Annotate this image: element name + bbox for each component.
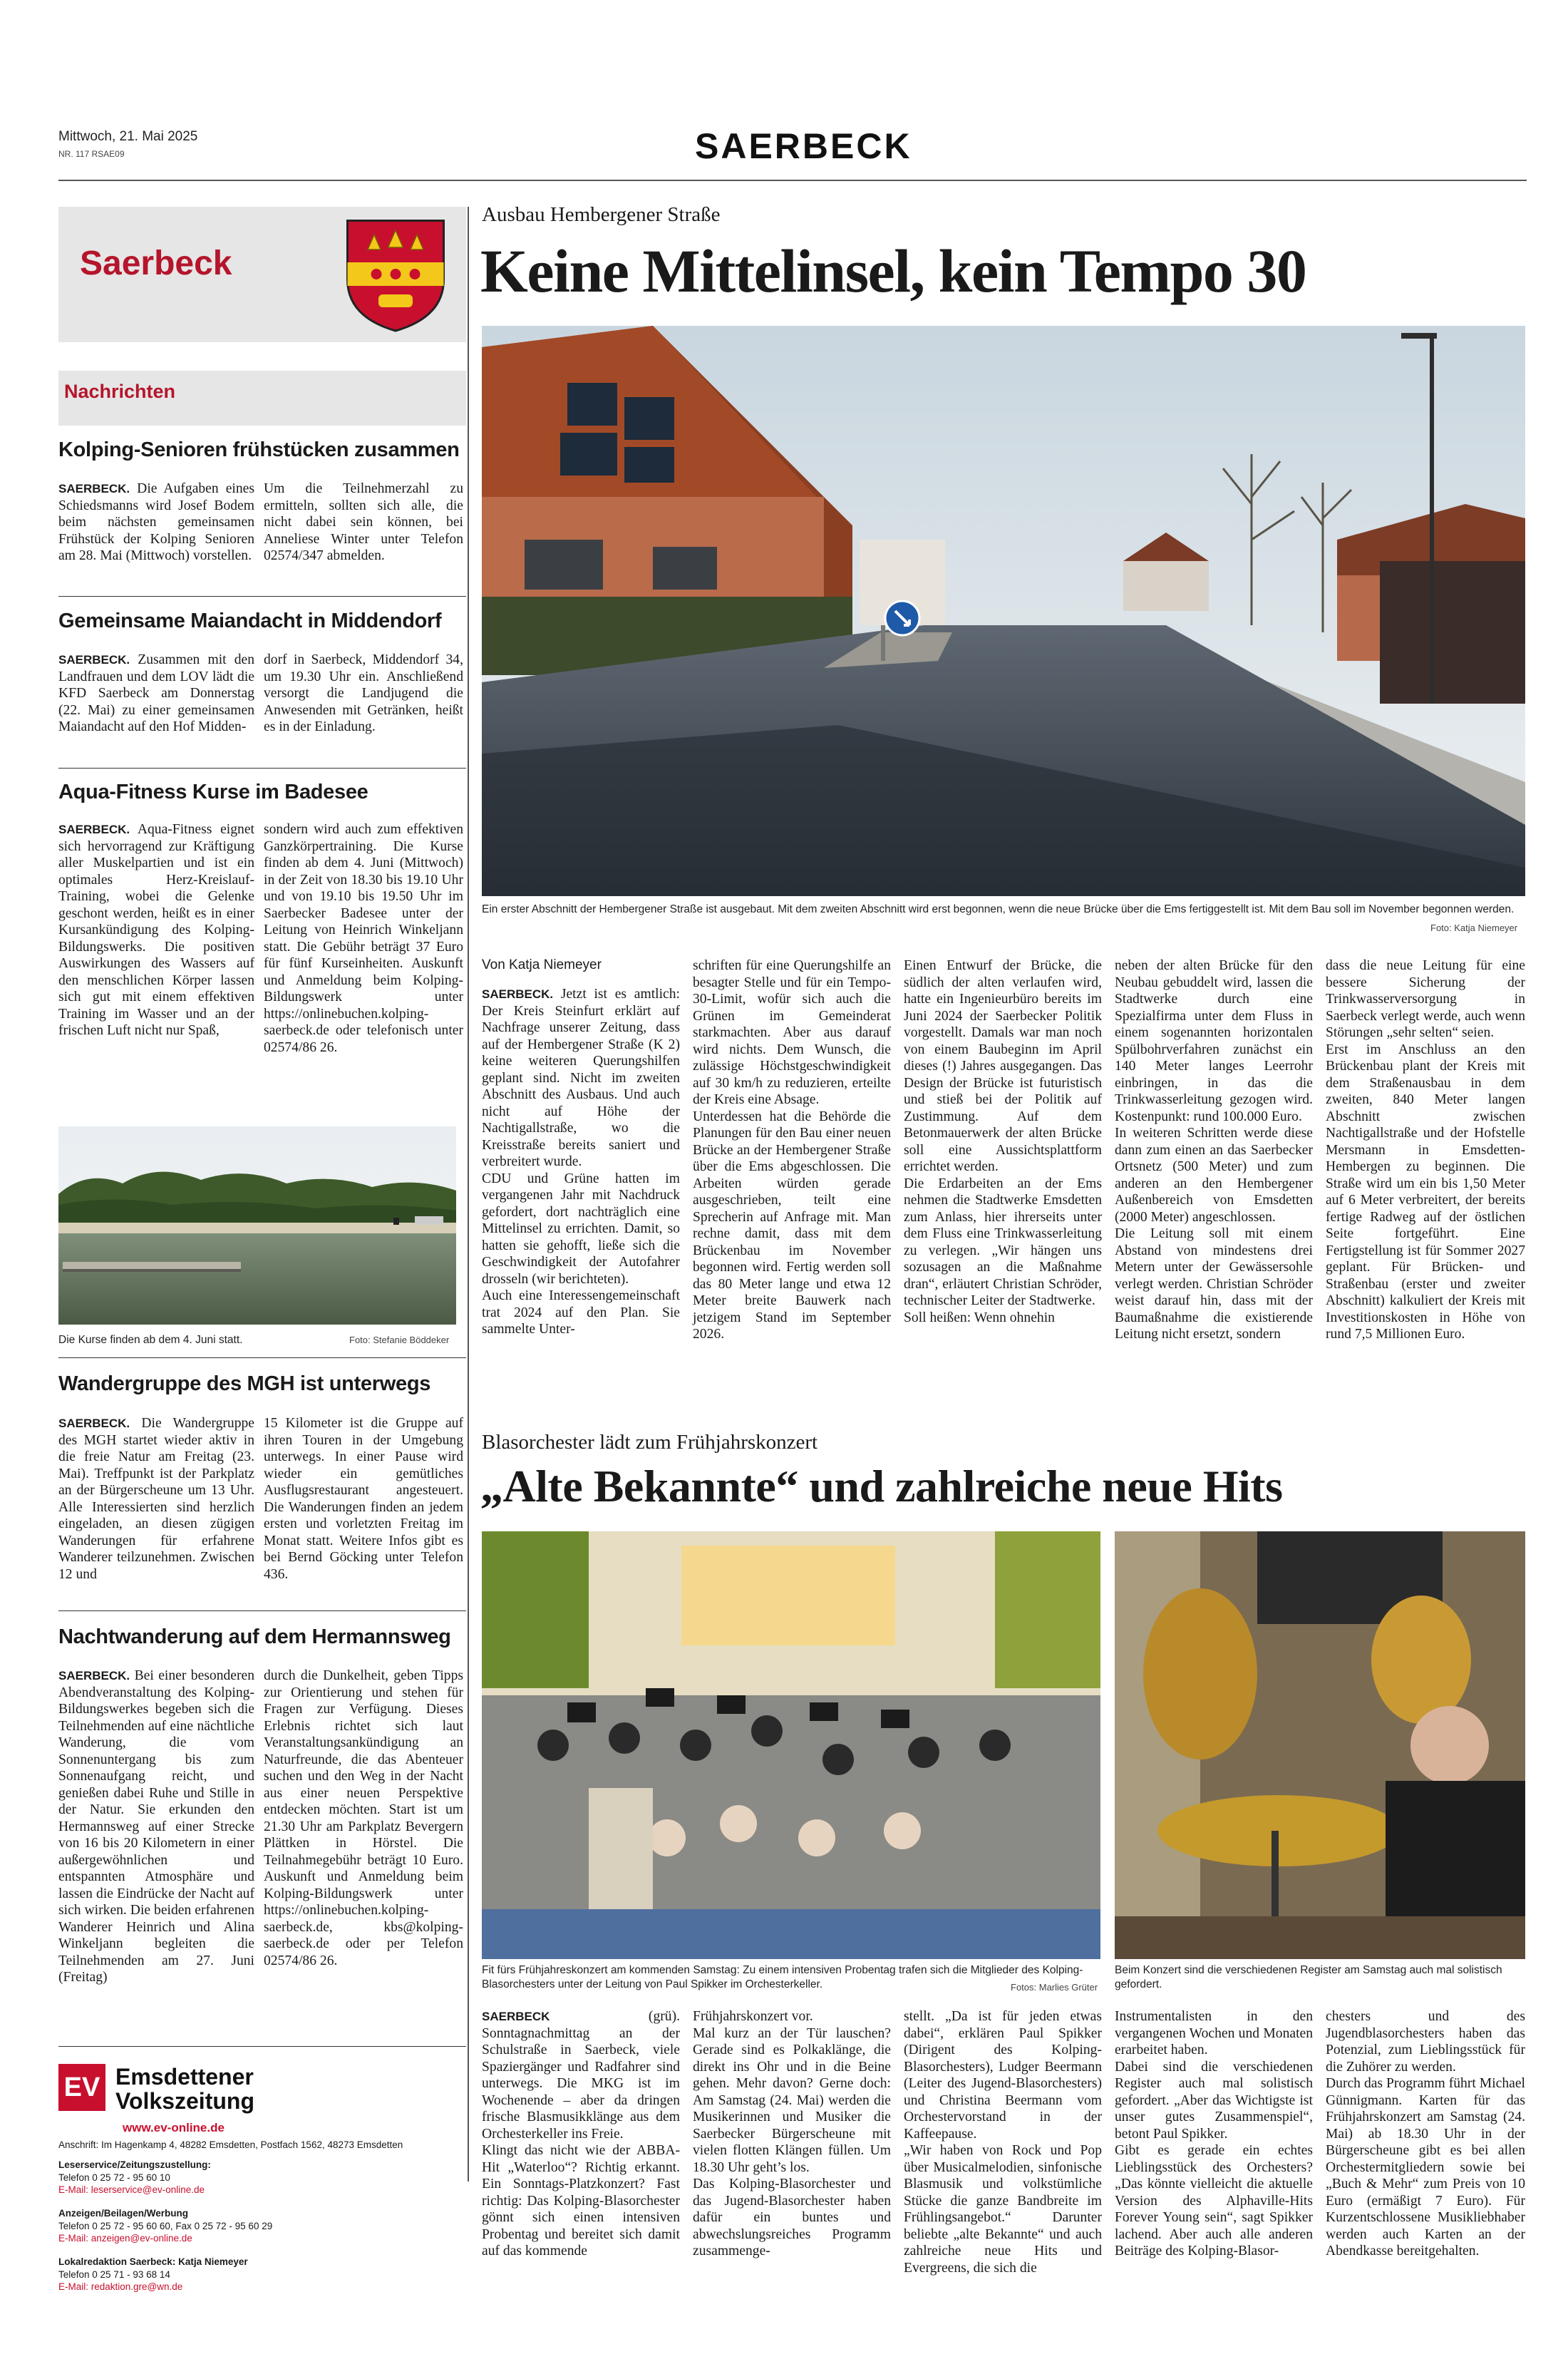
brand-name-2: Volkszeitung [115, 2088, 254, 2114]
news-title: Wandergruppe des MGH ist unterwegs [58, 1372, 431, 1395]
divider [58, 1357, 466, 1358]
article1-col-3 [904, 957, 1102, 1326]
article1-credit: Foto: Katja Niemeyer [1430, 923, 1518, 933]
street-photo [482, 326, 1525, 896]
article-text: schriften für eine Querungshilfe an besagter Stelle und für ein Tempo-30-Limit, wofür sich auch die Grünen im Gemeinderat starkmachten. Aber aus darauf wird nichts. Dem Wunsch, die zulässige Höchstgeschwindigkeit auf 30 km/h zu reduzieren, erteilte der Kreis eine Absage. Unterdessen hat die Behörde die Planungen für den Bau einer neuen Brücke an der Hembergener Straße über die Ems abgeschlossen. Die Arbeiten würden gerade ausgeschrieben, teilt eine Sprecherin auf Anfrage mit. Man rechne damit, dass mit dem Brückenbau im November begonnen wird. Fertig werden soll das 80 Meter lange und etwa 12 Meter breite Bauwerk nach jetzigem Stand im September 2026. [693, 958, 891, 1342]
orchestra-photo-image [482, 1531, 1100, 1959]
photo-caption: Die Kurse finden ab dem 4. Juni statt. [58, 1334, 243, 1346]
article-text: Frühjahrskonzert vor. Mal kurz an der Tür lauschen? Gerade sind es Polkaklänge, die direkt ins Ohr und in die Beine gehen. Mehr davon? Gerne doch: Am Samstag (24. Mai) werden die Musikerinnen und Musiker die Saerbecker Bürgerscheune mit vielen flotten Klängen füllen. Um 18.30 Uhr geht’s los. Das Kolping-Blasorchester und das Jugend-Blasorchester haben dafür ein buntes und abwechslungsreiches Programm zusammenge- [693, 2009, 891, 2259]
section-title: SAERBECK [695, 126, 912, 166]
article2-col-1 [482, 2008, 680, 2260]
article2-col-4 [1115, 2008, 1313, 2260]
street-photo-image [482, 326, 1525, 896]
block-line: Telefon 0 25 72 - 95 60 60, Fax 0 25 72 - 95 60 29 [58, 2220, 273, 2231]
block-head: Lokalredaktion Saerbeck: Katja Niemeyer [58, 2256, 248, 2267]
brand-block [58, 2256, 465, 2293]
brand-block [58, 2207, 465, 2245]
brand-url[interactable]: www.ev-online.de [123, 2121, 225, 2134]
block-head: Leserservice/Zeitungszustellung: [58, 2159, 211, 2170]
dateline: SAERBECK. [58, 1417, 130, 1430]
header-date: Mittwoch, 21. Mai 2025 [58, 129, 198, 144]
block-email[interactable]: E-Mail: leserservice@ev-online.de [58, 2184, 205, 2195]
block-head: Anzeigen/Beilagen/Werbung [58, 2208, 189, 2219]
article-text: Einen Entwurf der Brücke, die südlich der alten verlaufen wird, hatte ein Ingenieurbüro bereits im Juni 2024 der Saerbecker Politik vorgestellt. Damals war man noch von einem Baubeginn im April dieses (!) Jahres ausgegangen. Das Design der Brücke ist futuristisch und stieß bei der Politik auf Zustimmung. Auf dem Betonmauerwerk der alten Brücke soll eine Aussichtsplattform errichtet werden. Die Erdarbeiten an der Ems nehmen die Stadtwerke Emsdetten zum Anlass, hier ihrerseits unter dem Fluss eine Trinkwasserleitung zu verlegen. „Wir hängen uns sozusagen an die Maßnahme dran“, erläutert Christian Schröder, technischer Leiter der Stadtwerke. Soll heißen: Wenn ohnehin [904, 958, 1102, 1325]
article-text: chesters und des Jugendblasorchesters haben das Potenzial, zum Lieblingsstück für die Zuhörer zu werden. Durch das Programm führt Michael Günnigmann. Karten für das Frühjahrskonzert am Samstag (24. Mai) ab 18.30 Uhr in der Bürgerscheune gibt es bei allen Orchestermitgliedern sowie bei „Buch & Mehr“ zum Preis von 10 Euro (ermäßigt 7 Euro). Für Kurzentschlossene Musikliebhaber werden auch Karten an der Abendkasse bereitgehalten. [1326, 2009, 1525, 2259]
news-title: Aqua-Fitness Kurse im Badesee [58, 781, 368, 803]
news-text: dorf in Saerbeck, Middendorf 34, um 19.30 Uhr ein. Anschließend versorgt die Landjugend die Anwesenden mit Getränken, heißt es in der Einladung. [264, 652, 463, 734]
block-email[interactable]: E-Mail: anzeigen@ev-online.de [58, 2233, 192, 2244]
article-text: neben der alten Brücke für den Neubau gebuddelt wird, lassen die Stadtwerke durch eine Spezialfirma unter dem Fluss in einem sogenannten horizontalen Spülbohrverfahren zunächst ein 140 Meter langes Leerrohr einbringen, in das die Trinkwasserleitung gezogen wird. Kostenpunkt: rund 100.000 Euro. In weiteren Schritten werde diese dann zum einen an das Saerbecker Ortsnetz (500 Meter) und zum anderen an den Hembergener Außenbereich von Emsdetten (2000 Meter) angeschlossen. Die Leitung soll mit einem Abstand von mindestens drei Metern unter der Gewässersohle verlegt werden. Christian Schröder weist darauf hin, dass mit der Baumaßnahme die existierende Leitung nicht ersetzt, sondern [1115, 958, 1313, 1342]
article1-kicker: Ausbau Hembergener Straße [482, 203, 721, 226]
sidebar-town-box [58, 207, 466, 342]
brand-block [58, 2159, 465, 2196]
article2-col-2 [693, 2008, 891, 2260]
article1-col-2 [693, 957, 891, 1343]
news-text: Um die Teilnehmerzahl zu ermitteln, sollten sich alle, die nicht dabei sein können, bei Anneliese Winter unter Telefon 02574/347 abmelden. [264, 481, 463, 563]
dateline: SAERBECK. [482, 987, 554, 1001]
dateline: SAERBECK [482, 2010, 550, 2023]
article-text: Instrumentalisten in den vergangenen Wochen und Monaten erarbeitet haben. Dabei sind die verschiedenen Register auch mal solistisch gefordert. „Aber das Wichtigste ist unser gutes Zusammenspiel“, betont Paul Spikker. Gibt es gerade ein echtes Lieblingsstück des Orchesters? „Das könnte vielleicht die aktuelle Version des Alphaville-Hits Forever Young sein“, sagt Spikker lachend. Aber auch alle anderen Beiträge des Kolping-Blasor- [1115, 2009, 1313, 2259]
ev-logo: EV [58, 2064, 105, 2111]
article1-col-4 [1115, 957, 1313, 1343]
divider [58, 768, 466, 769]
news-text: durch die Dunkelheit, geben Tipps zur Orientierung und stehen für Fragen zur Verfügung. Dieses Erlebnis richtet sich laut Veranstaltungsankündigung an Naturfreunde, die das Abenteuer suchen und den Weg in der Nacht aus einer neuen Perspektive entdecken möchten. Start ist um 21.30 Uhr am Parkplatz Bevergern Plättken in Hörstel. Die Teilnahmegebühr beträgt 10 Euro. Auskunft und Anmeldung beim Kolping-Bildungswerk unter https://onlinebuchen.kolping-saerbeck.de, kbs@kolping-saerbeck.de oder per Telefon 02574/86 26. [264, 1668, 463, 1968]
news-col [264, 821, 463, 1056]
news-col [264, 652, 463, 736]
dateline: SAERBECK. [58, 653, 130, 667]
news-title: Gemeinsame Maiandacht in Middendorf [58, 610, 442, 632]
news-col [58, 652, 254, 736]
sidebar-town-name: Saerbeck [80, 245, 232, 282]
coat-of-arms-icon [342, 215, 449, 333]
news-text: Bei einer besonderen Abendveranstaltung des Kolping-Bildungswerkes begeben sich die Teilnehmenden auf eine nächtliche Wanderung, die vom Sonnenuntergang bis zum Sonnenaufgang reicht, und genießen dabei Ruhe und Stille in der Natur. Sie erkunden den Hermannsweg auf einer Strecke von 16 bis 20 Kilometern in einer außergewöhnlichen und entspannten Atmosphäre und lassen die Eindrücke der Nacht auf sich wirken. Die beiden erfahrenen Wanderer Heinrich und Alina Winkeljann begleiten die Teilnehmenden am 27. Juni (Freitag) [58, 1668, 255, 1985]
header-issue: NR. 117 RSAE09 [58, 149, 125, 159]
news-col [264, 1668, 463, 1969]
news-text: Die Aufgaben eines Schiedsmanns wird Josef Bodem beim nächsten gemeinsamen Frühstück der Kolping Senioren am 28. Mai (Mittwoch) vorstellen. [58, 481, 254, 563]
block-email[interactable]: E-Mail: redaktion.gre@wn.de [58, 2281, 183, 2292]
news-col [58, 1668, 254, 1986]
article-text: dass die neue Leitung für eine bessere Sicherung der Trinkwasserversorgung in Saerbeck verlegt werde, auch wenn Störungen „sehr selten“ seien. Erst im Anschluss an den Brückenbau plant der Kreis mit dem Straßenausbau in dem zweiten, 840 Meter langen Abschnitt zwischen Nachtigallstraße und der Hofstelle Mersmann in Emsdetten-Hembergen zu beginnen. Die Straße wird um ein bis 1,50 Meter auf 6 Meter verbreitert, der bereits fertige Radweg auf der östlichen Seite fortgeführt. Eine Fertigstellung ist für Sommer 2027 geplant. Für Brücken- und Straßenbau (erster und zweiter Abschnitt) kalkuliert der Kreis mit Investitionskosten in Höhe von rund 7,5 Millionen Euro. [1326, 958, 1525, 1342]
news-col [58, 1415, 254, 1583]
brand-address: Anschrift: Im Hagenkamp 4, 48282 Emsdetten, Postfach 1562, 48273 Emsdetten [58, 2139, 403, 2150]
article2-kicker: Blasorchester lädt zum Frühjahrskonzert [482, 1431, 818, 1454]
dateline: SAERBECK. [58, 823, 130, 836]
article1-caption: Ein erster Abschnitt der Hembergener Straße ist ausgebaut. Mit dem zweiten Abschnitt wird erst begonnen, wenn die neue Brücke über die Ems fertiggestellt ist. Mit dem Bau soll im November begonnen werden. [482, 903, 1515, 915]
article2-credit-1: Fotos: Marlies Grüter [1011, 1982, 1098, 1993]
header-rule [58, 180, 1527, 181]
lake-photo-image [58, 1126, 456, 1325]
news-text: Zusammen mit den Landfrauen und dem LOV lädt die KFD Saerbeck am Donnerstag (22. Mai) zu einer gemeinsamen Maiandacht auf den Hof Midden- [58, 652, 255, 734]
article-text: stellt. „Da ist für jeden etwas dabei“, erklären Paul Spikker (Dirigent des Kolping-Blasorchesters), Ludger Beermann (Leiter des Jugend-Blasorchesters) und Christina Beermann vom Orchestervorstand in der Kaffeepause. „Wir haben von Rock und Pop über Musicalmelodien, sinfonische Blasmusik und volkstümliche Stücke die ganze Bandbreite im Frühlingsangebot.“ Darunter beliebte „alte Bekannte“ und auch zahlreiche neue Hits und Evergreens, die sich die [904, 2009, 1102, 2276]
dateline: SAERBECK. [58, 1669, 130, 1682]
article1-headline: Keine Mittelinsel, kein Tempo 30 [480, 237, 1306, 305]
news-col [264, 481, 463, 565]
news-text: Die Wandergruppe des MGH startet wieder aktiv in die freie Natur am Freitag (23. Mai). Treffpunkt ist der Parkplatz an der Bürgerscheune um 13 Uhr. Alle Interessierten sind herzlich eingeladen, an diesen zügigen Wanderungen für erfahrene Wanderer teilzunehmen. Zwischen 12 und [58, 1416, 254, 1582]
article1-col-1 [482, 986, 680, 1338]
brass-photo-image [1115, 1531, 1525, 1959]
column-separator [468, 207, 469, 2182]
news-text: 15 Kilometer ist die Gruppe auf ihren Touren in der Umgebung unterwegs. In einer Pause wird wieder ein gemütliches Ausflugsrestaurant angesteuert. Die Wanderungen finden an jedem ersten und vorletzten Freitag im Monat statt. Weitere Infos gibt es bei Bernd Göcking unter Telefon 436. [264, 1416, 463, 1582]
article1-byline: Von Katja Niemeyer [482, 957, 602, 972]
divider [58, 1610, 466, 1611]
article2-headline: „Alte Bekannte“ und zahlreiche neue Hits [480, 1461, 1283, 1511]
news-title: Nachtwanderung auf dem Hermannsweg [58, 1625, 451, 1648]
article-text: Jetzt ist es amtlich: Der Kreis Steinfurt erklärt auf Nachfrage unserer Zeitung, dass auf der Hembergener Straße (K 2) keine weiteren Querungshilfen geplant sind. Nicht im zweiten Abschnitt des Ausbaus. Und auch nicht auf Höhe der Nachtigallstraße, wo die Kreisstraße bereits saniert und verbreitert wurde. CDU und Grüne hatten im vergangenen Jahr mit Nachdruck gefordert, dort nachträglich eine Mittelinsel zu errichten. Damit, so hatten sie gehofft, ließe sich die Geschwindigkeit der Autofahrer drosseln (wir berichteten). Auch eine Interessengemeinschaft trat 2024 auf den Plan. Sie sammelte Unter- [482, 987, 680, 1337]
article2-col-5 [1326, 2008, 1525, 2260]
divider [58, 2046, 466, 2047]
nachrichten-label: Nachrichten [64, 381, 176, 402]
brand-name-1: Emsdettener [115, 2064, 254, 2090]
news-col [58, 481, 254, 565]
news-col [264, 1415, 463, 1583]
nachrichten-bar [58, 371, 466, 426]
article2-caption-1: Fit fürs Frühjahreskonzert am kommenden Samstag: Zu einem intensiven Probentag trafen sich die Mitglieder des Kolping-Blasorchesters unter der Leitung von Paul Spikker im Orchesterkeller. [482, 1964, 1083, 1990]
news-text: sondern wird auch zum effektiven Ganzkörpertraining. Die Kurse finden ab dem 4. Juni (Mittwoch) in der Zeit von 18.30 bis 19.10 Uhr und von 19.10 bis 19.50 Uhr im Saerbecker Badesee unter der Leitung von Heinrich Winkeljann statt. Die Gebühr beträgt 37 Euro für fünf Kurseinheiten. Auskunft und Anmeldung beim Kolping-Bildungswerk unter https://onlinebuchen.kolping-saerbeck.de oder telefonisch unter 02574/86 26. [264, 822, 463, 1055]
block-line: Telefon 0 25 71 - 93 68 14 [58, 2268, 170, 2280]
divider [58, 596, 466, 597]
orchestra-photo [482, 1531, 1100, 1959]
brass-photo [1115, 1531, 1525, 1959]
article2-caption-2: Beim Konzert sind die verschiedenen Register am Samstag auch mal solistisch gefordert. [1115, 1964, 1502, 1990]
news-col [58, 821, 254, 1039]
lake-photo [58, 1126, 456, 1325]
article1-col-5 [1326, 957, 1525, 1343]
block-line: Telefon 0 25 72 - 95 60 10 [58, 2172, 170, 2183]
news-title: Kolping-Senioren frühstücken zusammen [58, 438, 460, 461]
article2-col-3 [904, 2008, 1102, 2276]
article-text: (grü). Sonntagnachmittag an der Schulstraße in Saerbeck, viele Spaziergänger und Radfahrer sind unterwegs. Die MKG ist im Wochenende – aber da dringen frische Blasmusikklänge aus dem Orchesterkeller ins Freie. Klingt das nicht wie der ABBA-Hit „Waterloo“? Richtig erkannt. Ein Sonntags-Platzkonzert? Fast richtig: Das Kolping-Blasorchester gönnt sich einen intensiven Probentag und bereitet sich damit auf das kommende [482, 2009, 680, 2259]
news-text: Aqua-Fitness eignet sich hervorragend zur Kräftigung aller Muskelpartien und ist ein optimales Herz-Kreislauf-Training, wobei die Gelenke geschont werden, heißt es in einer Kursankündigung des Kolping-Bildungswerks. Die positiven Auswirkungen des Wassers auf den menschlichen Körper lassen sich gut mit einem effektiven Training im Wasser und an der frischen Luft nicht nur Spaß, [58, 822, 254, 1038]
dateline: SAERBECK. [58, 482, 130, 495]
photo-credit: Foto: Stefanie Böddeker [349, 1335, 450, 1345]
